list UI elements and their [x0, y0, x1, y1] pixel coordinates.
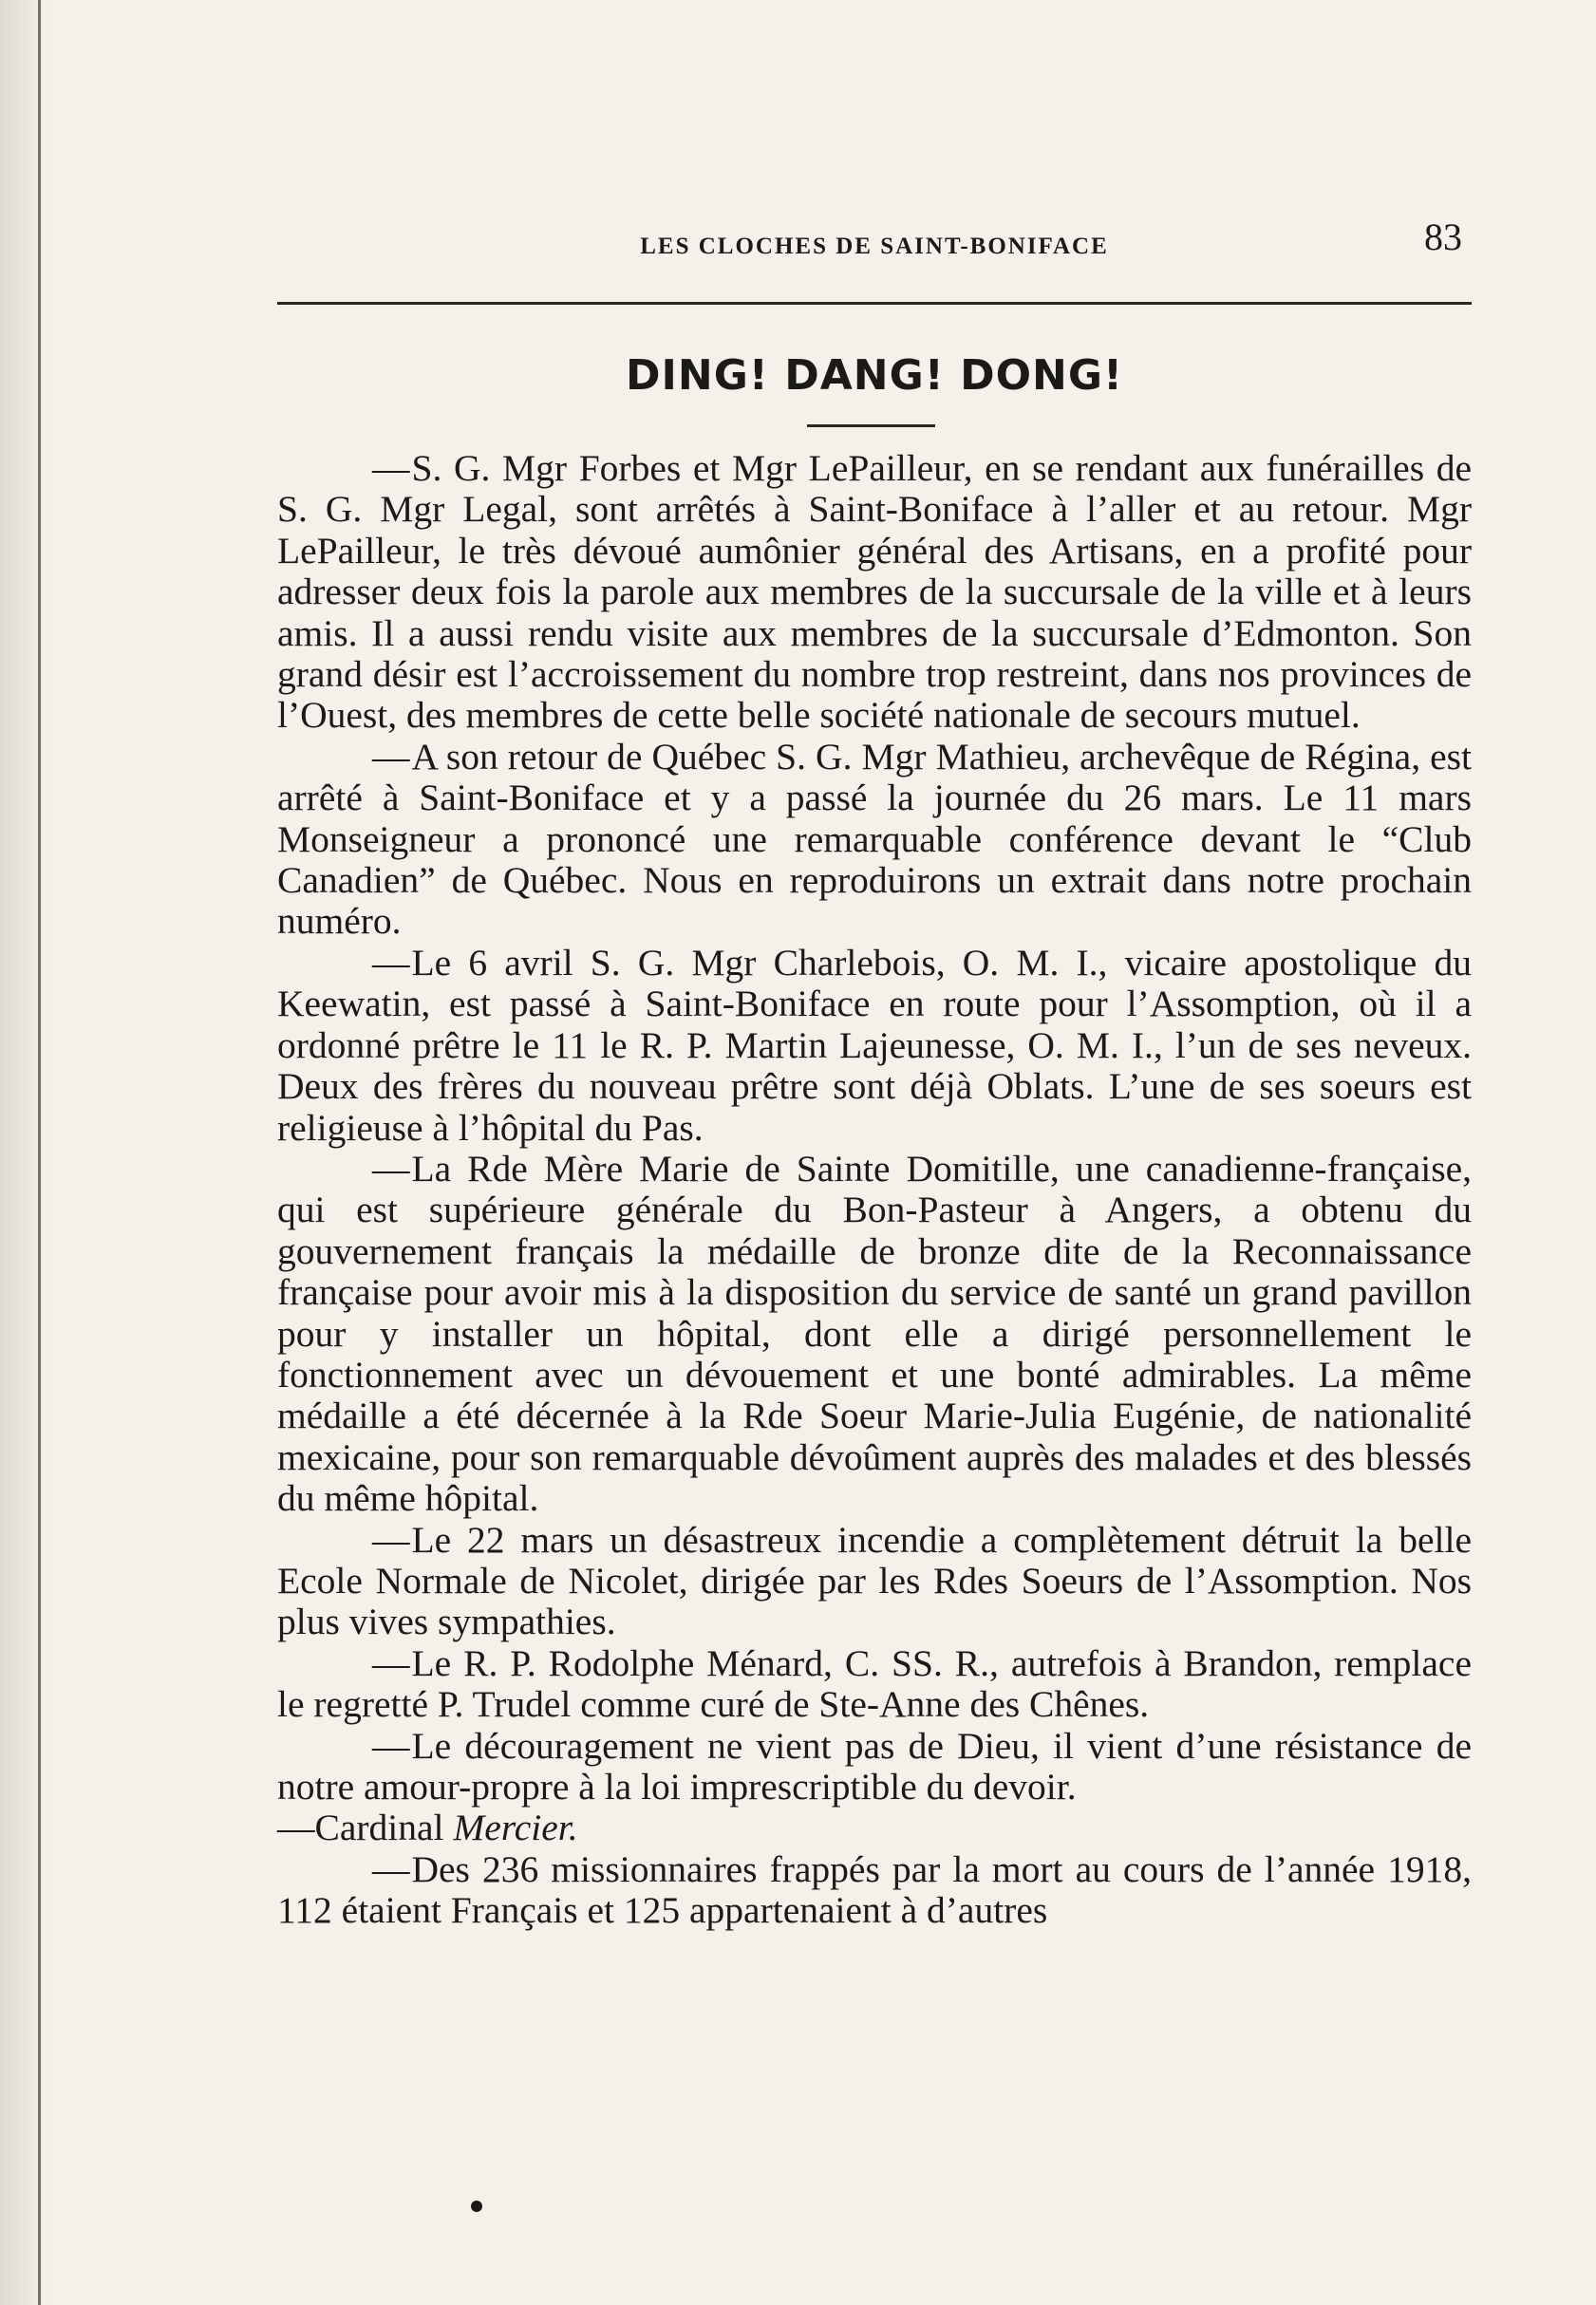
- paragraph-text: Le 22 mars un désastreux incendie a complètement détruit la belle Ecole Normale de Nicolet, dirigée par les Rdes Soeurs de l’Assomption. Nos plus vives sympathies.: [277, 1518, 1472, 1643]
- quote-paragraph: [277, 1726, 1472, 1808]
- em-dash: —: [372, 941, 410, 984]
- paragraph-text: A son retour de Québec S. G. Mgr Mathieu, archevêque de Régina, est arrêté à Saint-Boniface et y a passé la journée du 26 mars. Le 11 mars Monseigneur a prononcé une remarquable conférence devant le “Club Canadien” de Québec. Nous en reproduirons un extrait dans notre prochain numéro.: [277, 735, 1472, 943]
- paragraph-text: Le R. P. Rodolphe Ménard, C. SS. R., autrefois à Brandon, remplace le regretté P. Trudel comme curé de Ste-Anne des Chênes.: [277, 1641, 1472, 1726]
- paragraph-text: S. G. Mgr Forbes et Mgr LePailleur, en se rendant aux funérailles de S. G. Mgr Legal, sont arrêtés à Saint-Boniface à l’aller et au retour. Mgr LePailleur, le très dévoué aumônier général des Artisans, en a profité pour adresser deux fois la parole aux membres de la succursale de la ville et à leurs amis. Il a aussi rendu visite aux membres de la succursale d’Edmonton. Son grand désir est l’accroissement du nombre trop restreint, dans nos provinces de l’Ouest, des membres de cette belle société nationale de secours mutuel.: [277, 447, 1472, 737]
- news-paragraph: [277, 1149, 1472, 1520]
- paragraph-text: Des 236 missionnaires frappés par la mort au cours de l’année 1918, 112 étaient Français et 125 appartenaient à d’autres: [277, 1847, 1472, 1932]
- paragraph-text: Le découragement ne vient pas de Dieu, il vient d’une résistance de notre amour-propre à la loi imprescriptible du devoir.: [277, 1724, 1472, 1808]
- header-rule: [277, 302, 1472, 305]
- page-header: [277, 211, 1472, 268]
- news-paragraph: [277, 1520, 1472, 1643]
- em-dash: —: [372, 1724, 410, 1767]
- news-paragraph: [277, 448, 1472, 737]
- quote-signature: [277, 1808, 1472, 1848]
- running-title: LES CLOCHES DE SAINT-BONIFACE: [640, 234, 1109, 259]
- title-rule: [807, 424, 935, 427]
- news-paragraph: [277, 737, 1472, 943]
- paragraph-text: Le 6 avril S. G. Mgr Charlebois, O. M. I., vicaire apostolique du Keewatin, est passé à Saint-Boniface en route pour l’Assomption, où il a ordonné prêtre le 11 le R. P. Martin Lajeunesse, O. M. I., l’un de ses neveux. Deux des frères du nouveau prêtre sont déjà Oblats. L’une de ses soeurs est religieuse à l’hôpital du Pas.: [277, 941, 1472, 1149]
- ink-dot: [471, 2201, 482, 2212]
- page-binding-shadow: [0, 0, 49, 2305]
- paragraph-text: La Rde Mère Marie de Sainte Domitille, une canadienne-française, qui est supérieure générale du Bon-Pasteur à Angers, a obtenu du gouvernement français la médaille de bronze dite de la Reconnaissance française pour avoir mis à la disposition du service de santé un grand pavillon pour y installer un hôpital, dont elle a dirigé personnellement le fonctionnement avec un dévouement et une bonté admirables. La même médaille a été décernée à la Rde Soeur Marie-Julia Eugénie, de nationalité mexicaine, pour son remarquable dévoûment auprès des malades et des blessés du même hôpital.: [277, 1147, 1472, 1520]
- signature-name: Mercier.: [453, 1807, 578, 1849]
- page-binding-edge: [38, 0, 41, 2305]
- em-dash: —: [372, 1147, 410, 1190]
- article-body: [277, 448, 1472, 1932]
- em-dash: —: [372, 447, 410, 489]
- signature-prefix: —Cardinal: [277, 1807, 454, 1849]
- news-paragraph: [277, 1849, 1472, 1932]
- em-dash: —: [372, 1641, 410, 1684]
- news-paragraph: [277, 943, 1472, 1149]
- em-dash: —: [372, 1518, 410, 1561]
- em-dash: —: [372, 735, 410, 778]
- news-paragraph: [277, 1643, 1472, 1726]
- page-number: 83: [1424, 216, 1462, 258]
- section-title: DING! DANG! DONG!: [625, 351, 1124, 400]
- em-dash: —: [372, 1847, 410, 1890]
